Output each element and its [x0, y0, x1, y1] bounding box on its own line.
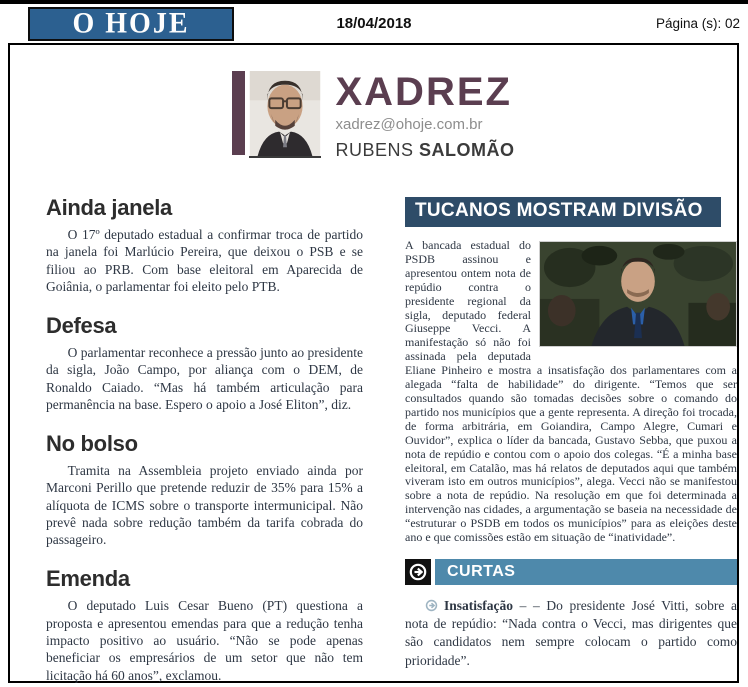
- note-title: No bolso: [46, 431, 138, 457]
- brand-logo-text: O HOJE: [72, 7, 190, 40]
- note-title: Defesa: [46, 313, 117, 339]
- column-email: xadrez@ohoje.com.br: [335, 116, 483, 133]
- curtas-section: [405, 559, 737, 670]
- column-author: [335, 140, 514, 161]
- right-column: [405, 197, 737, 670]
- note-body: Tramita na Assembleia projeto enviado ainda por Marconi Perillo que pretende reduzir de 35% para 15% a alíquota de ICMS sobre o transporte intermunicipal. Não prevê nada sobre redução também da tarifa cobrada do passageiro.: [46, 463, 363, 548]
- note-section: [46, 566, 363, 683]
- columnist-photo: [249, 71, 321, 158]
- article-body-block: [405, 239, 737, 545]
- column-header: [10, 71, 737, 161]
- note-body: O deputado Luis Cesar Bueno (PT) questiona a proposta e apresentou emendas para que a redução tenha impacto positivo ao usuário. “Não se pode apenas beneficiar os empresários de um setor que não tem licitação há 60 anos”, exclamou.: [46, 598, 363, 683]
- left-column: [46, 195, 363, 687]
- curtas-item-lead: Insatisfação: [444, 597, 514, 613]
- author-first-name: RUBENS: [335, 140, 414, 160]
- page-number-label: Página (s): 02: [655, 16, 740, 31]
- bullet-arrow-icon: [425, 599, 438, 612]
- note-section: [46, 195, 363, 295]
- curtas-title: CURTAS: [435, 559, 737, 585]
- forward-arrow-icon: [405, 559, 431, 585]
- author-last-name: SALOMÃO: [419, 140, 515, 160]
- note-body: O 17º deputado estadual a confirmar troca de partido na janela foi Marlúcio Pereira, que deixou o PSB e se filiou ao PRB. Com base eleitoral em Aparecida de Goiânia, o parlamentar foi eleito pelo PTB.: [46, 227, 363, 294]
- curtas-item: [405, 597, 737, 670]
- column-title-block: [335, 71, 514, 161]
- note-section: [46, 431, 363, 548]
- top-rule: [0, 0, 748, 4]
- note-title: Ainda janela: [46, 195, 172, 220]
- note-title: Emenda: [46, 566, 130, 592]
- article-photo: [539, 241, 737, 347]
- curtas-header-bar: [405, 559, 737, 585]
- curtas-item-separator: – –: [519, 597, 540, 613]
- article-headline: TUCANOS MOSTRAM DIVISÃO: [405, 197, 721, 227]
- note-section: [46, 313, 363, 413]
- note-body: O parlamentar reconhece a pressão junto ao presidente da sigla, João Campo, por aliança com o DEM, de Ronaldo Caiado. “Mas há também articulação para permanência na base. Espero o apoio a José Eliton”, diz.: [46, 345, 363, 412]
- curtas-item-text: Do presidente José Vitti, sobre a nota de repúdio: “Nada contra o Vecci, mas dirigentes que são candidatos nem sempre colocam o partido como prioridade”.: [405, 597, 738, 668]
- column-accent-bar: [232, 71, 245, 155]
- column-title: XADREZ: [335, 70, 512, 114]
- edition-date: 18/04/2018: [336, 15, 412, 32]
- clipping-frame: [8, 43, 739, 683]
- article-body-text: A bancada estadual do PSDB assinou e apresentou ontem nota de repúdio contra o presidente regional da sigla, deputado federal Giuseppe Vecci. A manifestação só não foi assinada pela deputada Eliane Pinheiro e mostra a insatisfação dos parlamentares com a alegada “falta de habilidade” do dirigente. “Temos que ser consultados quando são tomadas decisões sobre o comando do partido nos municípios que a gente representa. A direção foi trocada, de forma arbitrária, em Goiandira, Campo Alegre, Cumari e Ouvidor”, explica o líder da bancada, Gustavo Sebba, que puxou a nota de repúdio e contou com o apoio dos colegas. “É a minha base eleitoral, em Catalão, mas há relatos de deputados aqui que também viveram isto em outros municípios”, alega. Vecci não se manifestou sobre a nota de repúdio. Na resolução em que foi determinada a intervenção nas cidades, a argumentação se baseia na necessidade de “estruturar o PSDB em todos os municípios” para as eleições deste ano e que comissões estão em situação de “inatividade”.: [405, 238, 737, 545]
